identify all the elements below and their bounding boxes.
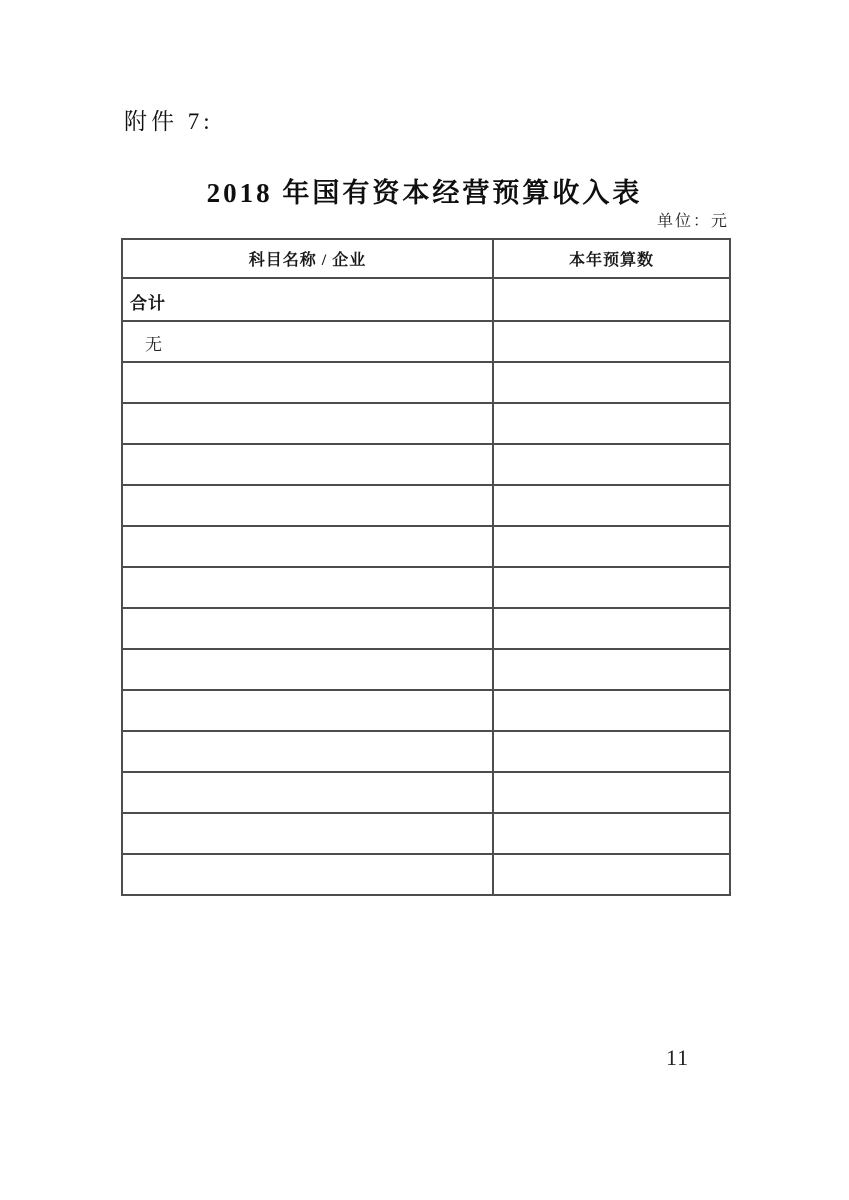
subject-cell: 无	[122, 321, 493, 362]
table-row	[122, 526, 730, 567]
subject-cell	[122, 485, 493, 526]
value-cell	[493, 608, 730, 649]
table-row	[122, 485, 730, 526]
value-cell	[493, 567, 730, 608]
value-cell	[493, 362, 730, 403]
value-cell	[493, 731, 730, 772]
table-row	[122, 321, 730, 362]
attachment-label: 附件 7:	[124, 109, 214, 134]
subject-cell	[122, 567, 493, 608]
subject-cell	[122, 608, 493, 649]
table-header-row	[122, 239, 730, 278]
subject-cell: 合计	[122, 278, 493, 321]
table-row	[122, 567, 730, 608]
value-cell	[493, 403, 730, 444]
table-row	[122, 731, 730, 772]
subject-cell	[122, 813, 493, 854]
budget-table	[121, 238, 731, 896]
table-row	[122, 772, 730, 813]
table-row	[122, 608, 730, 649]
subject-cell	[122, 690, 493, 731]
subject-cell	[122, 731, 493, 772]
unit-note: 单位：元	[656, 213, 729, 230]
column-header-subject: 科目名称 / 企业	[122, 239, 493, 278]
value-cell	[493, 854, 730, 895]
value-cell	[493, 772, 730, 813]
value-cell	[493, 690, 730, 731]
page-number: 11	[666, 1045, 690, 1070]
column-header-budget: 本年预算数	[493, 239, 730, 278]
subject-cell	[122, 649, 493, 690]
subject-cell	[122, 772, 493, 813]
subject-cell	[122, 362, 493, 403]
table-row	[122, 362, 730, 403]
subject-cell	[122, 526, 493, 567]
page-title: 2018 年国有资本经营预算收入表	[206, 178, 643, 208]
table-row	[122, 649, 730, 690]
table-row	[122, 813, 730, 854]
table-body	[122, 278, 730, 895]
table-row	[122, 854, 730, 895]
value-cell	[493, 321, 730, 362]
value-cell	[493, 485, 730, 526]
value-cell	[493, 526, 730, 567]
value-cell	[493, 813, 730, 854]
subject-cell	[122, 854, 493, 895]
value-cell	[493, 649, 730, 690]
subject-cell	[122, 444, 493, 485]
table-row	[122, 278, 730, 321]
subject-cell	[122, 403, 493, 444]
table-row	[122, 690, 730, 731]
value-cell	[493, 278, 730, 321]
table-row	[122, 403, 730, 444]
value-cell	[493, 444, 730, 485]
table-row	[122, 444, 730, 485]
